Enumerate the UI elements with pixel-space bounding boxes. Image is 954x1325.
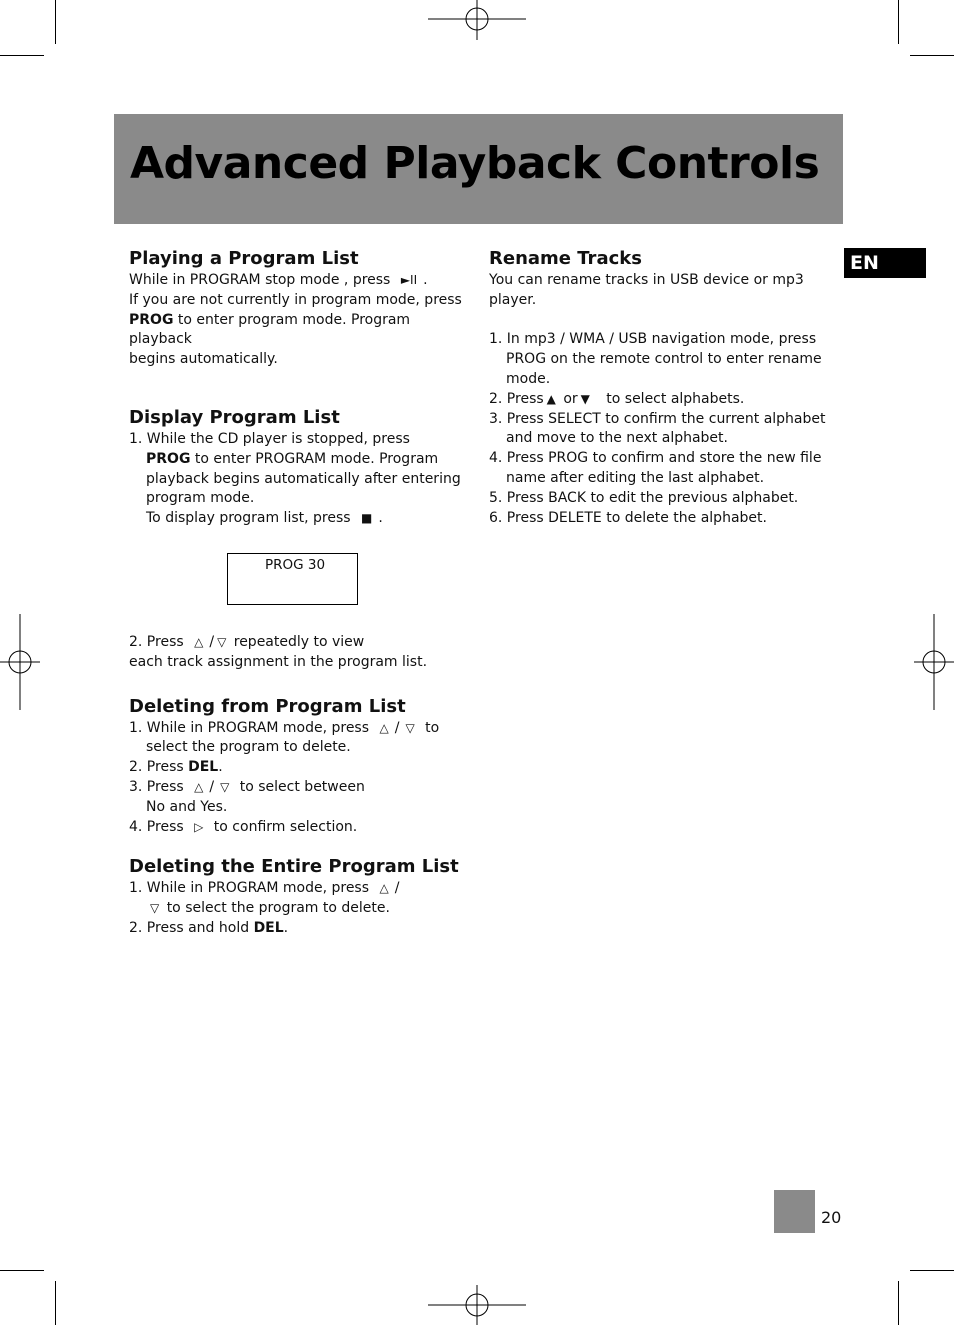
paragraph-line: player. xyxy=(489,291,537,308)
crop-mark xyxy=(898,1281,899,1325)
list-item-continued: and move to the next alphabet. xyxy=(506,430,728,447)
list-item-continued: playback begins automatically after entering xyxy=(146,470,461,487)
up-arrow-icon: △ xyxy=(194,779,204,794)
page-title: Advanced Playback Controls xyxy=(130,138,820,189)
list-item-continued: To display program list, press ■ . xyxy=(129,509,469,529)
section-heading: Deleting from Program List xyxy=(129,695,406,717)
right-column xyxy=(489,247,829,528)
crop-mark xyxy=(0,55,44,56)
list-item: 1. In mp3 / WMA / USB navigation mode, press xyxy=(489,331,817,348)
paragraph-line: begins automatically. xyxy=(129,351,278,368)
section-deleting-entire-program-list xyxy=(129,855,469,938)
paragraph-line: PROG to enter program mode. Program playback xyxy=(129,311,411,348)
down-arrow-icon: ▽ xyxy=(220,779,230,794)
up-arrow-icon: △ xyxy=(379,720,389,735)
section-heading: Rename Tracks xyxy=(489,248,642,269)
list-item-continued: ▽ to select the program to delete. xyxy=(129,899,469,919)
down-arrow-icon: ▽ xyxy=(405,720,415,735)
list-item: 4. Press PROG to confirm and store the new file xyxy=(489,450,822,467)
paragraph-line: While in PROGRAM stop mode , press ►II . xyxy=(129,271,469,291)
right-arrow-icon: ▷ xyxy=(194,819,204,834)
prog-key: PROG xyxy=(146,450,191,467)
section-heading: Display Program List xyxy=(129,406,340,428)
page-number: 20 xyxy=(821,1208,842,1227)
del-key: DEL xyxy=(188,759,219,776)
stop-icon: ■ xyxy=(361,511,373,526)
crop-mark xyxy=(910,1270,954,1271)
crop-mark xyxy=(910,55,954,56)
play-pause-icon: ►II xyxy=(400,273,418,287)
list-item-continued: each track assignment in the program list. xyxy=(129,653,428,670)
list-item: 2. Press ▲ or ▼ to select alphabets. xyxy=(489,390,829,410)
list-item-continued: No and Yes. xyxy=(146,798,228,815)
list-item: 1. While in PROGRAM mode, press △ / ▽ to xyxy=(129,719,469,739)
list-item: 1. While the CD player is stopped, press xyxy=(129,430,410,447)
up-filled-arrow-icon: ▲ xyxy=(546,391,556,406)
left-column xyxy=(129,247,469,939)
list-item: 1. While in PROGRAM mode, press △ / xyxy=(129,879,469,899)
list-item-continued: name after editing the last alphabet. xyxy=(506,469,765,486)
list-item-continued: select the program to delete. xyxy=(146,739,351,756)
list-item: 2. Press and hold DEL. xyxy=(129,919,289,936)
list-item-continued: PROG on the remote control to enter rename xyxy=(506,351,822,368)
display-screen-box xyxy=(227,553,358,605)
crop-mark xyxy=(0,1270,44,1271)
list-item-continued: program mode. xyxy=(146,490,255,507)
list-item-continued: mode. xyxy=(506,370,551,387)
down-arrow-icon: ▽ xyxy=(217,634,227,649)
section-display-program-list xyxy=(129,406,469,673)
paragraph-line: If you are not currently in program mode, press xyxy=(129,291,462,308)
list-item: 5. Press BACK to edit the previous alphabet. xyxy=(489,489,799,506)
list-item: 2. Press △ / ▽ repeatedly to view xyxy=(129,633,469,653)
up-arrow-icon: △ xyxy=(194,634,204,649)
up-arrow-icon: △ xyxy=(379,881,389,896)
section-playing-program-list xyxy=(129,247,469,370)
display-screen-text: PROG 30 xyxy=(265,556,326,573)
prog-key: PROG xyxy=(129,311,174,328)
crop-mark xyxy=(55,1281,56,1325)
section-heading: Deleting the Entire Program List xyxy=(129,856,459,878)
registration-mark xyxy=(914,614,954,710)
section-deleting-from-program-list xyxy=(129,695,469,838)
down-arrow-icon: ▽ xyxy=(150,901,160,916)
down-filled-arrow-icon: ▼ xyxy=(580,391,590,406)
list-item: 3. Press SELECT to confirm the current alphabet xyxy=(489,410,826,427)
title-band xyxy=(114,114,843,224)
page-number-tab xyxy=(774,1190,815,1233)
language-tab: EN xyxy=(844,248,926,278)
list-item: 4. Press ▷ to confirm selection. xyxy=(129,818,469,838)
registration-mark xyxy=(0,614,40,710)
crop-mark xyxy=(55,0,56,44)
list-item: 6. Press DELETE to delete the alphabet. xyxy=(489,509,767,526)
list-item-continued: PROG to enter PROGRAM mode. Program xyxy=(146,450,439,467)
registration-mark xyxy=(428,1285,526,1325)
registration-mark xyxy=(428,0,526,40)
list-item: 3. Press △ / ▽ to select between xyxy=(129,778,469,798)
crop-mark xyxy=(898,0,899,44)
section-heading: Playing a Program List xyxy=(129,248,359,269)
list-item: 2. Press DEL. xyxy=(129,759,223,776)
del-key: DEL xyxy=(253,919,284,936)
section-rename-tracks xyxy=(489,247,829,528)
paragraph-line: You can rename tracks in USB device or mp3 xyxy=(489,272,804,288)
